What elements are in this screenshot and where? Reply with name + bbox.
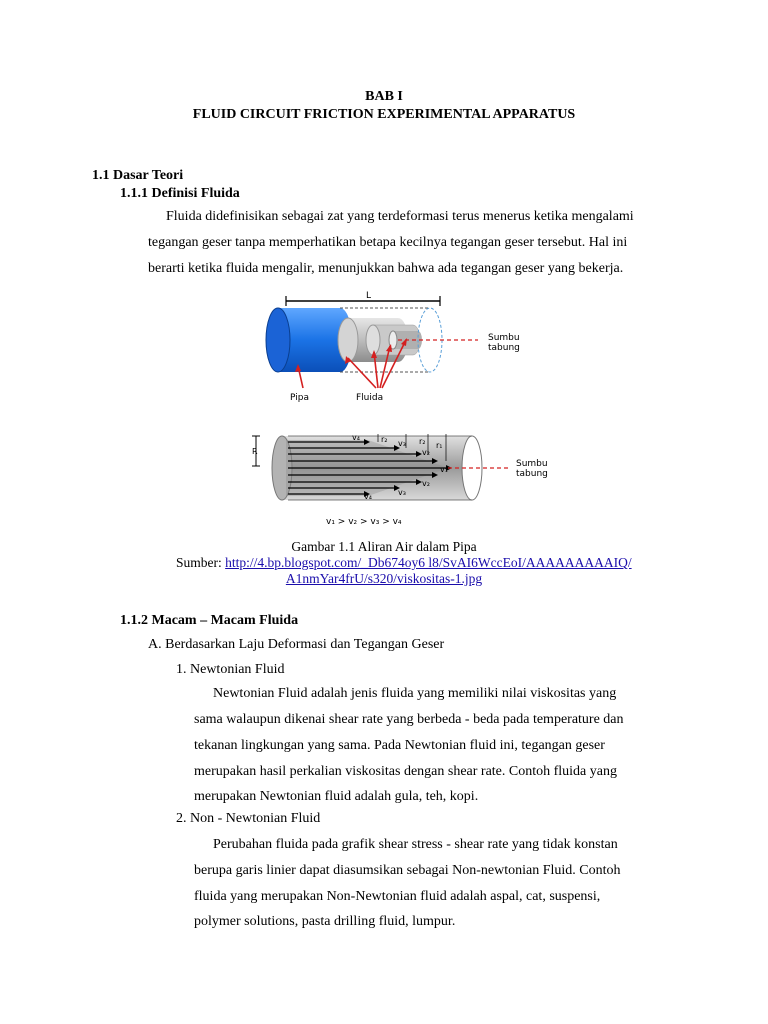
label-v4-bot: v₄ xyxy=(364,492,372,501)
source-link[interactable]: http://4.bp.blogspot.com/_Db674oy6 l8/SvAI6WccEoI/AAAAAAAAAIQ/ xyxy=(225,555,632,570)
label-tabung-bottom: tabung xyxy=(516,469,548,479)
label-v2-top: v₂ xyxy=(422,448,430,457)
section-heading: 1.1 Dasar Teori xyxy=(92,168,184,183)
label-fluida: Fluida xyxy=(356,393,384,403)
paragraph-line: berupa garis linier dapat diasumsikan sebagai Non-newtonian Fluid. Contoh xyxy=(194,863,621,878)
label-v4-top: v₄ xyxy=(352,433,360,442)
label-r2-mid: r₂ xyxy=(419,437,426,446)
label-tabung-top: tabung xyxy=(488,343,520,353)
source-label: Sumber: xyxy=(176,555,222,570)
paragraph-line: Newtonian Fluid adalah jenis fluida yang memiliki nilai viskositas yang xyxy=(213,686,617,701)
paragraph-line: polymer solutions, pasta drilling fluid, lumpur. xyxy=(194,914,456,929)
paragraph-line: sama walaupun dikenai shear rate yang berbeda - beda pada temperature dan xyxy=(194,712,624,727)
pipe-top xyxy=(266,308,520,372)
label-sumbu-top: Sumbu xyxy=(488,333,520,343)
paragraph-line: tegangan geser tanpa memperhatikan betapa kecilnya tegangan geser tersebut. Hal ini xyxy=(148,235,628,250)
label-r2-top: r₂ xyxy=(381,435,388,444)
length-dimension xyxy=(286,291,440,306)
velocity-inequality: v₁ > v₂ > v₃ > v₄ xyxy=(326,517,402,527)
label-v3-bot: v₃ xyxy=(398,488,406,497)
label-L: L xyxy=(366,291,372,301)
label-pipa: Pipa xyxy=(290,393,309,403)
paragraph-line: berarti ketika fluida mengalir, menunjukkan bahwa ada tegangan geser yang bekerja. xyxy=(148,261,624,276)
figure-source-line2 xyxy=(0,570,768,588)
list-item-2: 2. Non - Newtonian Fluid xyxy=(176,811,321,826)
paragraph-line: Fluida didefinisikan sebagai zat yang terdeformasi terus menerus ketika mengalami xyxy=(166,209,634,224)
chapter-label: BAB I xyxy=(365,89,403,104)
paragraph-line: Perubahan fluida pada grafik shear stress - shear rate yang tidak konstan xyxy=(213,837,618,852)
label-R: R xyxy=(252,447,258,456)
label-v1-mid: v₁ xyxy=(440,465,448,474)
subsection-heading: 1.1.1 Definisi Fluida xyxy=(120,186,240,201)
figure-caption: Gambar 1.1 Aliran Air dalam Pipa xyxy=(291,539,477,554)
radius-dimension xyxy=(252,436,260,466)
source-link-continuation[interactable]: A1nmYar4frU/s320/viskositas-1.jpg xyxy=(285,571,483,586)
list-item-a: A. Berdasarkan Laju Deformasi dan Tegangan Geser xyxy=(148,637,445,652)
pipe-flow-figure xyxy=(248,290,558,530)
paragraph-line: merupakan Newtonian fluid adalah gula, teh, kopi. xyxy=(194,789,479,804)
paragraph-line: merupakan hasil perkalian viskositas dengan shear rate. Contoh fluida yang xyxy=(194,764,617,779)
label-v3-top: v₃ xyxy=(398,439,406,448)
label-v2-bot: v₂ xyxy=(422,479,430,488)
paragraph-line: fluida yang merupakan Non-Newtonian fluid adalah aspal, cat, suspensi, xyxy=(194,889,601,904)
subsection-heading-2: 1.1.2 Macam – Macam Fluida xyxy=(120,613,299,628)
page-title: FLUID CIRCUIT FRICTION EXPERIMENTAL APPARATUS xyxy=(192,107,576,122)
label-r1: r₁ xyxy=(436,441,443,450)
list-item-1: 1. Newtonian Fluid xyxy=(176,662,285,677)
label-sumbu-bottom: Sumbu xyxy=(516,459,548,469)
paragraph-line: tekanan lingkungan yang sama. Pada Newtonian fluid ini, tegangan geser xyxy=(194,738,605,753)
